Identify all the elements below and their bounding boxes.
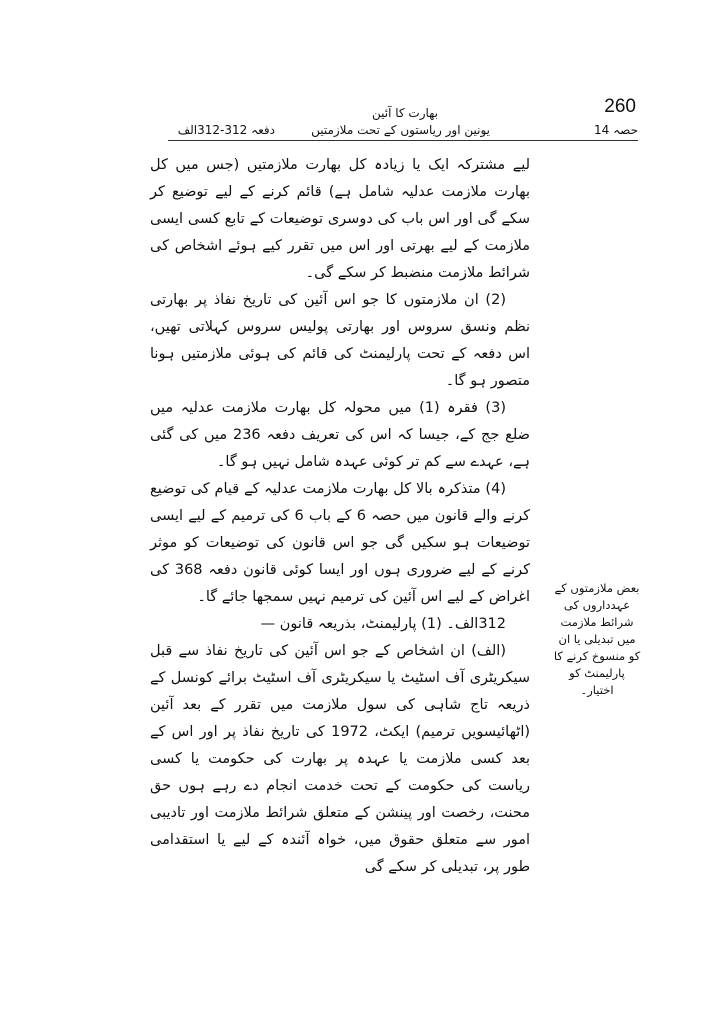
paragraph: (2) ان ملازمتوں کا جو اس آئین کی تاریخ نفاذ پر بھارتی نظم ونسق سروس اور بھارتی پولیس سروس کہلاتی تھیں، اس دفعہ کے تحت پارلیمنٹ کی قائم کی ہوئی ملازمتیں ہونا متصور ہو گا۔ <box>150 292 530 389</box>
body-text <box>150 152 530 881</box>
header-divider <box>168 140 638 141</box>
paragraph: (الف) ان اشخاص کے جو اس آئین کی تاریخ نفاذ سے قبل سیکریٹری آف اسٹیٹ یا سیکریٹری آف اسٹیٹ برائے کونسل کے ذریعہ تاج شاہی کی سول ملازمت میں تقرر کے بعد آئین (اٹھائیسویں ترمیم) ایکٹ، 1972 کی تاریخ نفاذ پر اور اس کے بعد کسی ملازمت یا عہدہ پر بھارت کی حکومت یا کسی ریاست کی حکومت کے تحت خدمت انجام دے رہے ہوں حق محنت، رخصت اور پینشن کے متعلق شرائط ملازمت اور تادیبی امور سے متعلق حقوق میں، خواہ آئندہ کے لیے یا استقدامی طور پر، تبدیلی کر سکے گی <box>150 643 531 875</box>
section-heading: 312الف۔ (1) پارلیمنٹ، بذریعہ قانون — <box>260 616 506 632</box>
page-number: 260 <box>604 96 636 117</box>
section-label: دفعہ 312-312الف <box>177 123 275 137</box>
part-label: حصہ 14 <box>594 123 638 137</box>
paragraph: لیے مشترکہ ایک یا زیادہ کل بھارت ملازمتیں (جس میں کل بھارت ملازمت عدلیہ شامل ہے) قائم کرنے کے لیے توضیع کر سکے گی اور اس باب کی دوسری توضیعات کے تابع کسی ایسی ملازمت کے لیے بھرتی اور اس میں تقرر کیے ہوئے اشخاص کی شرائط ملازمت منضبط کر سکے گی۔ <box>150 157 530 281</box>
running-title: بھارت کا آئین <box>371 106 439 120</box>
paragraph: (3) فقرہ (1) میں محولہ کل بھارت ملازمت عدلیہ میں ضلع جج کے، جیسا کہ اس کی تعریف دفعہ 236 میں کی گئی ہے، عہدے سے کم تر کوئی عہدہ شامل نہیں ہو گا۔ <box>150 400 530 470</box>
paragraph: (4) متذکرہ بالا کل بھارت ملازمت عدلیہ کے قیام کی توضیع کرنے والے قانون میں حصہ 6 کے باب 6 کی ترمیم کے لیے ایسی توضیعات ہو سکیں گی جو اس قانون کی توضیعات کو موثر کرنے کے لیے ضروری ہوں اور ایسا کوئی قانون دفعہ 368 کی اغراض کے لیے اس آئین کی ترمیم نہیں سمجھا جائے گا۔ <box>150 481 531 605</box>
running-subtitle: یونین اور ریاستوں کے تحت ملازمتیں <box>311 123 490 137</box>
marginal-note: بعض ملازمتوں کے عہدداروں کی شرائط ملازمت میں تبدیلی یا ان کو منسوخ کرنے کا پارلیمنٹ کو اختیار۔ <box>553 581 641 697</box>
